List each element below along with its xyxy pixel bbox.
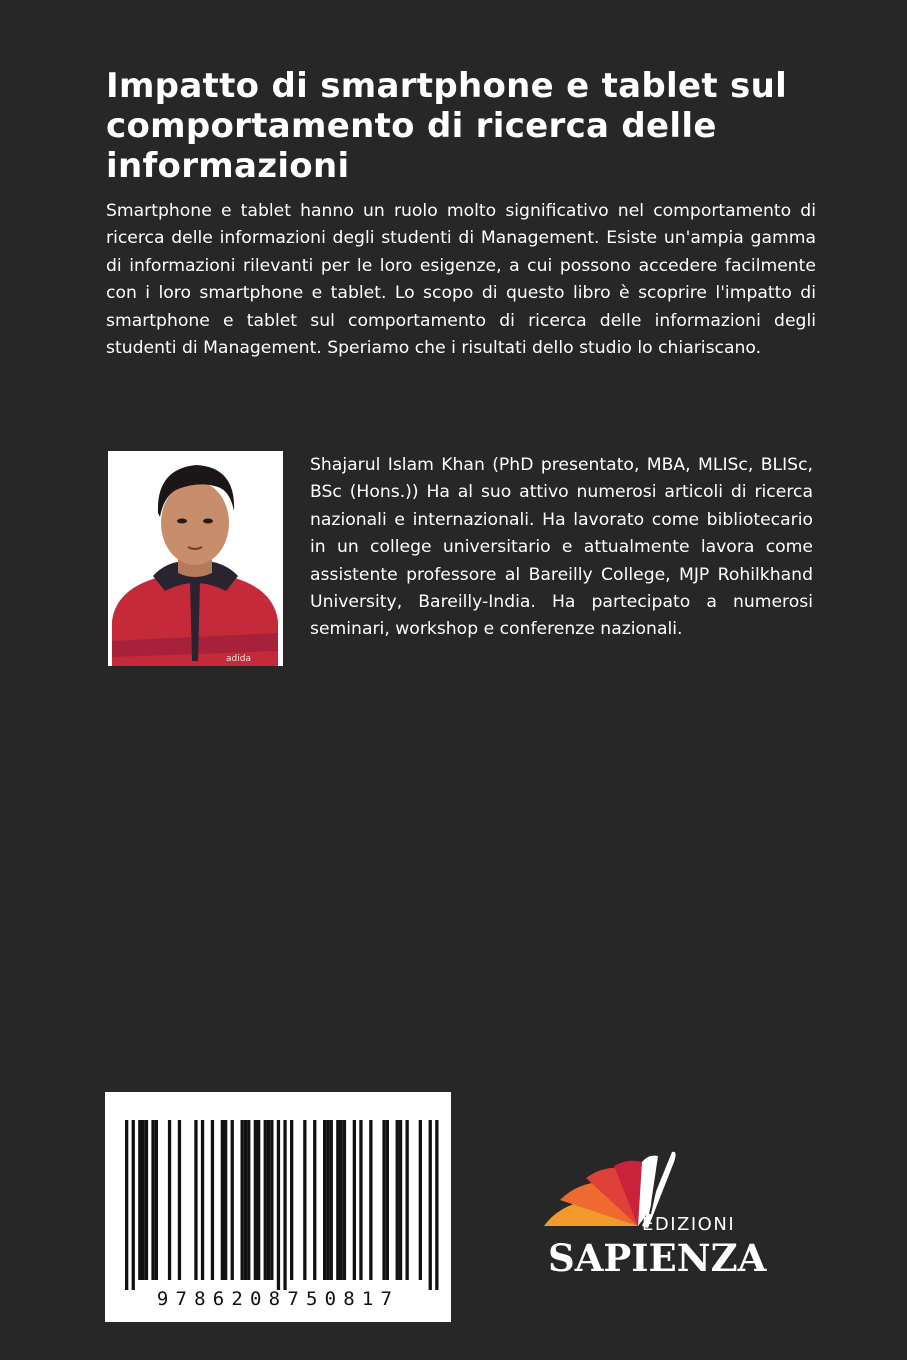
barcode-bar [247,1120,250,1280]
barcode-bar [382,1120,385,1280]
author-bio: Shajarul Islam Khan (PhD presentato, MBA, MLISc, BLISc, BSc (Hons.)) Ha al suo attivo numerosi articoli di ricerca nazionali e internazionali. Ha lavorato come bibliotecario in un college universitario e attualmente lavora come assistente professore al Bareilly College, MJP Rohilkhand University, Bareilly-India. Ha partecipato a numerosi seminari, workshop e conferenze nazionali. [310,455,813,640]
barcode-bar [323,1120,326,1280]
book-description: Smartphone e tablet hanno un ruolo molto significativo nel comportamento di ricerca delle informazioni degli studenti di Management. Esiste un'ampia gamma di informazioni rilevanti per le loro esigenze, a cui possono accedere facilmente con i loro smartphone e tablet. Lo scopo di questo libro è scoprire l'impatto di smartphone e tablet sul comportamento di ricerca delle informazioni degli studenti di Management. Speriamo che i risultati dello studio lo chiariscano. [106,201,816,359]
author-photo [108,451,283,666]
barcode-bar [267,1120,270,1280]
barcode-bar [340,1120,343,1280]
barcode-bar [359,1120,362,1280]
barcode-bar [168,1120,171,1280]
book-title: Impatto di smartphone e tablet sul comportamento di ricerca delle informazioni [106,66,788,186]
barcode-bar [419,1120,422,1280]
barcode-bar [254,1120,257,1280]
barcode-bar [406,1120,409,1280]
publisher-logo [538,1148,767,1280]
barcode-bar [270,1120,273,1280]
barcode-bar [142,1120,145,1280]
barcode-bar [244,1120,247,1280]
barcode-bar [264,1120,267,1280]
barcode-bar [155,1120,158,1280]
barcode [105,1092,451,1322]
barcode-bar [429,1120,432,1290]
svg-text:adida: adida [226,654,251,664]
barcode-bar [283,1120,286,1290]
barcode-bar [224,1120,227,1280]
barcode-bar [386,1120,389,1280]
barcode-bar [138,1120,141,1280]
barcode-bar [241,1120,244,1280]
barcode-bar [399,1120,402,1280]
barcode-bar [326,1120,329,1280]
barcode-bar [194,1120,197,1280]
barcode-bar [353,1120,356,1280]
barcode-bar [145,1120,148,1280]
barcode-bar [151,1120,154,1280]
publisher-name: SAPIENZA [548,1236,767,1280]
barcode-bar [303,1120,306,1280]
barcode-bars [105,1092,451,1292]
barcode-bar [178,1120,181,1280]
barcode-bar [369,1120,372,1280]
isbn-number: 9786208750817 [156,1288,400,1310]
barcode-bar [221,1120,224,1280]
barcode-bar [201,1120,204,1280]
barcode-bar [435,1120,438,1290]
barcode-bar [313,1120,316,1280]
barcode-bar [257,1120,260,1280]
barcode-bar [211,1120,214,1280]
barcode-bar [231,1120,234,1280]
barcode-bar [277,1120,280,1290]
barcode-bar [132,1120,135,1290]
barcode-bar [343,1120,346,1280]
barcode-bar [290,1120,293,1280]
barcode-bar [125,1120,128,1290]
barcode-bar [330,1120,333,1280]
barcode-bar [336,1120,339,1280]
publisher-line1: EDIZIONI [642,1214,736,1235]
barcode-bar [396,1120,399,1280]
